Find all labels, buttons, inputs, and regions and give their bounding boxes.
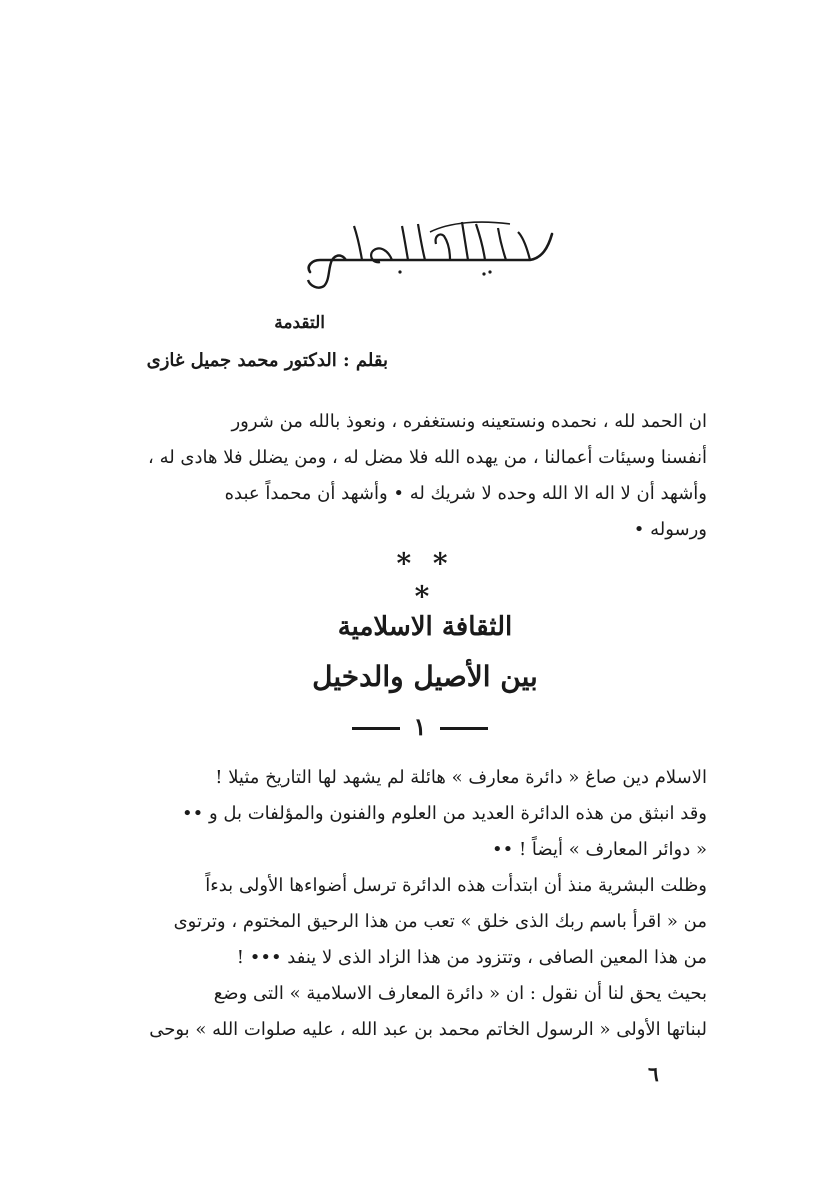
introduction-paragraph [147, 404, 707, 548]
dash-divider [352, 727, 400, 730]
chapter-subtitle: بين الأصيل والدخيل [312, 660, 538, 693]
section-separator: * * * [396, 547, 454, 613]
body-paragraph [147, 868, 707, 976]
dash-divider [440, 727, 488, 730]
body-paragraph [147, 760, 707, 868]
section-number-value: ١ [413, 712, 427, 741]
page-number: ٦ [648, 1062, 659, 1086]
text-line: وظلت البشرية منذ أن ابتدأت هذه الدائرة ترسل أضواءها الأولى بدءاً [205, 875, 707, 896]
basmala-calligraphy-image [280, 214, 570, 294]
text-line: بحيث يحق لنا أن نقول : ان « دائرة المعارف الاسلامية » التى وضع [213, 983, 707, 1004]
text-line: من « اقرأ باسم ربك الذى خلق » تعب من هذا الرحيق المختوم ، وترتوى [173, 911, 707, 932]
introduction-title: التقدمة [274, 313, 325, 333]
text-line: وأشهد أن لا اله الا الله وحده لا شريك له • وأشهد أن محمداً عبده [224, 483, 707, 504]
text-line: ان الحمد لله ، نحمده ونستعينه ونستغفره ، ونعوذ بالله من شرور [231, 411, 707, 432]
author-byline: بقلم : الدكتور محمد جميل غازى [146, 350, 388, 371]
section-number [330, 712, 510, 741]
text-line: وقد انبثق من هذه الدائرة العديد من العلوم والفنون والمؤلفات بل و •• [181, 803, 707, 824]
chapter-title: الثقافة الاسلامية [337, 612, 513, 642]
text-line: لبناتها الأولى « الرسول الخاتم محمد بن عبد الله ، عليه صلوات الله » بوحى [149, 1019, 707, 1040]
text-line: الاسلام دين صاغ « دائرة معارف » هائلة لم يشهد لها التاريخ مثيلا ! [215, 767, 707, 788]
basmala-calligraphy [280, 214, 570, 294]
text-line: ورسوله • [633, 519, 707, 540]
body-paragraph [147, 976, 707, 1048]
text-line: « دوائر المعارف » أيضاً ! •• [492, 839, 707, 860]
text-line: أنفسنا وسيئات أعمالنا ، من يهده الله فلا مضل له ، ومن يضلل فلا هادى له ، [148, 447, 707, 468]
text-line: من هذا المعين الصافى ، وتتزود من هذا الزاد الذى لا ينفد ••• ! [236, 947, 707, 968]
